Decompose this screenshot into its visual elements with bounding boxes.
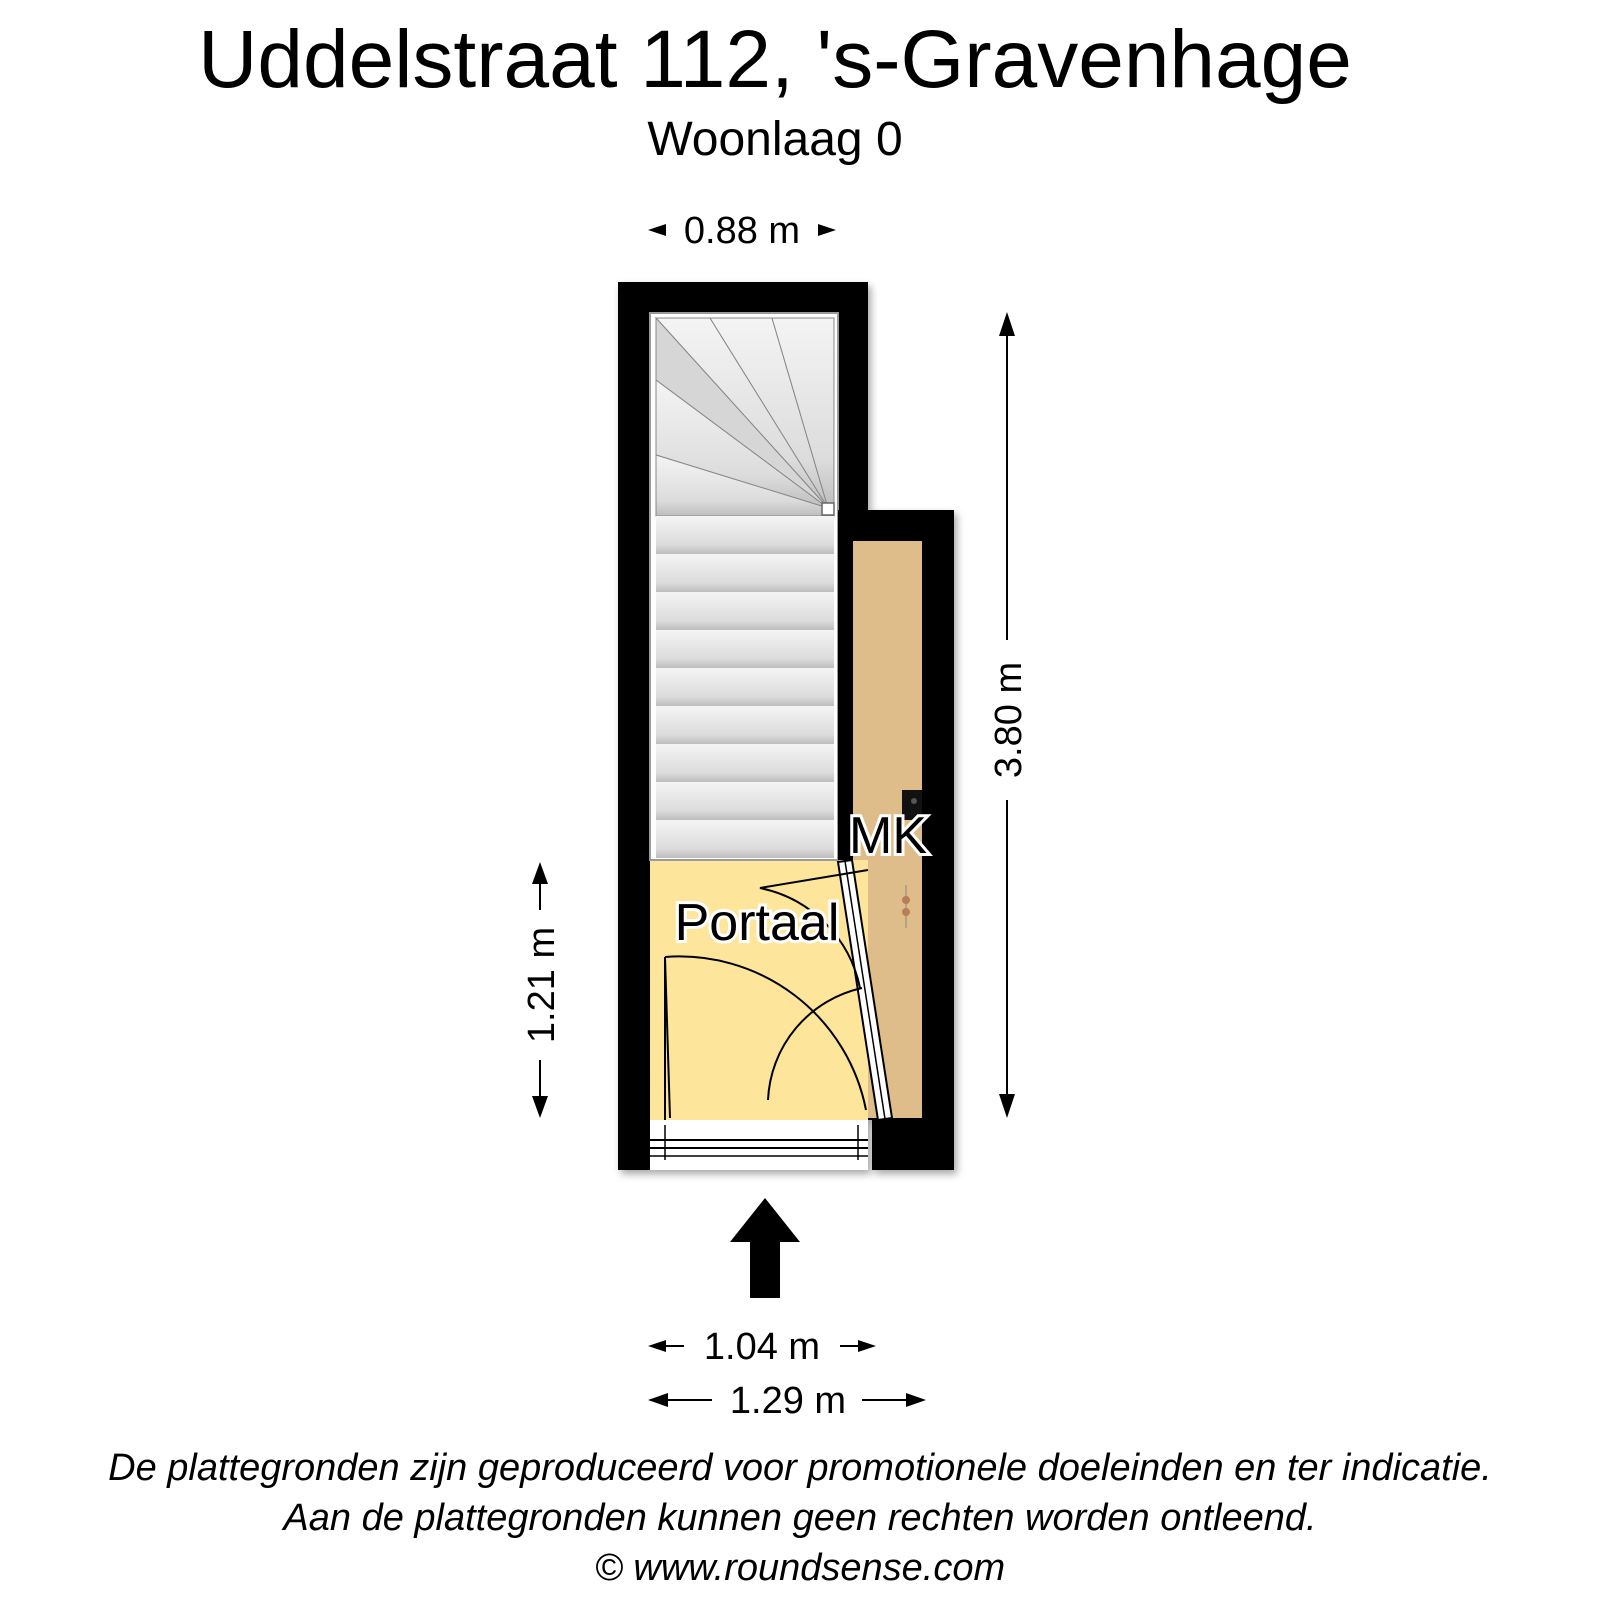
newel-post <box>822 503 834 515</box>
dimension-portaal-height <box>521 862 563 1118</box>
copyright-link[interactable]: © www.roundsense.com <box>594 1547 1006 1589</box>
winder-steps <box>656 318 834 516</box>
stair-step <box>656 554 834 592</box>
stair-step <box>656 630 834 668</box>
height-label: 3.80 m <box>988 661 1030 779</box>
dimension-height <box>988 312 1030 1118</box>
stair-step <box>656 592 834 630</box>
stair-step <box>656 744 834 782</box>
stair-step <box>656 516 834 554</box>
stair-step <box>656 820 834 858</box>
portaal-label: Portaal <box>674 894 840 952</box>
bottom-outer-label: 1.29 m <box>729 1380 847 1422</box>
disclaimer-line-2: Aan de plattegronden kunnen geen rechten worden ontleend. <box>283 1497 1317 1539</box>
bottom-inner-label: 1.04 m <box>703 1326 821 1368</box>
mk-label: MK <box>849 807 927 865</box>
page-title: Uddelstraat 112, 's-Gravenhage <box>198 14 1352 105</box>
entrance-arrow-icon <box>730 1198 800 1298</box>
dimension-top-width <box>648 210 836 252</box>
dimension-bottom-inner <box>648 1326 876 1368</box>
floor-label: Woonlaag 0 <box>647 113 903 166</box>
stair-step <box>656 706 834 744</box>
disclaimer-line-1: De plattegronden zijn geproduceerd voor promotionele doeleinden en ter indicatie. <box>108 1447 1492 1489</box>
portaal-height-label: 1.21 m <box>521 926 563 1044</box>
stair-step <box>656 782 834 820</box>
top-width-label: 0.88 m <box>683 210 801 252</box>
dimension-bottom-outer <box>648 1380 926 1422</box>
straight-steps <box>656 516 834 858</box>
meter-dot <box>911 798 917 804</box>
stair-step <box>656 668 834 706</box>
front-door-frame[interactable] <box>650 1120 868 1170</box>
